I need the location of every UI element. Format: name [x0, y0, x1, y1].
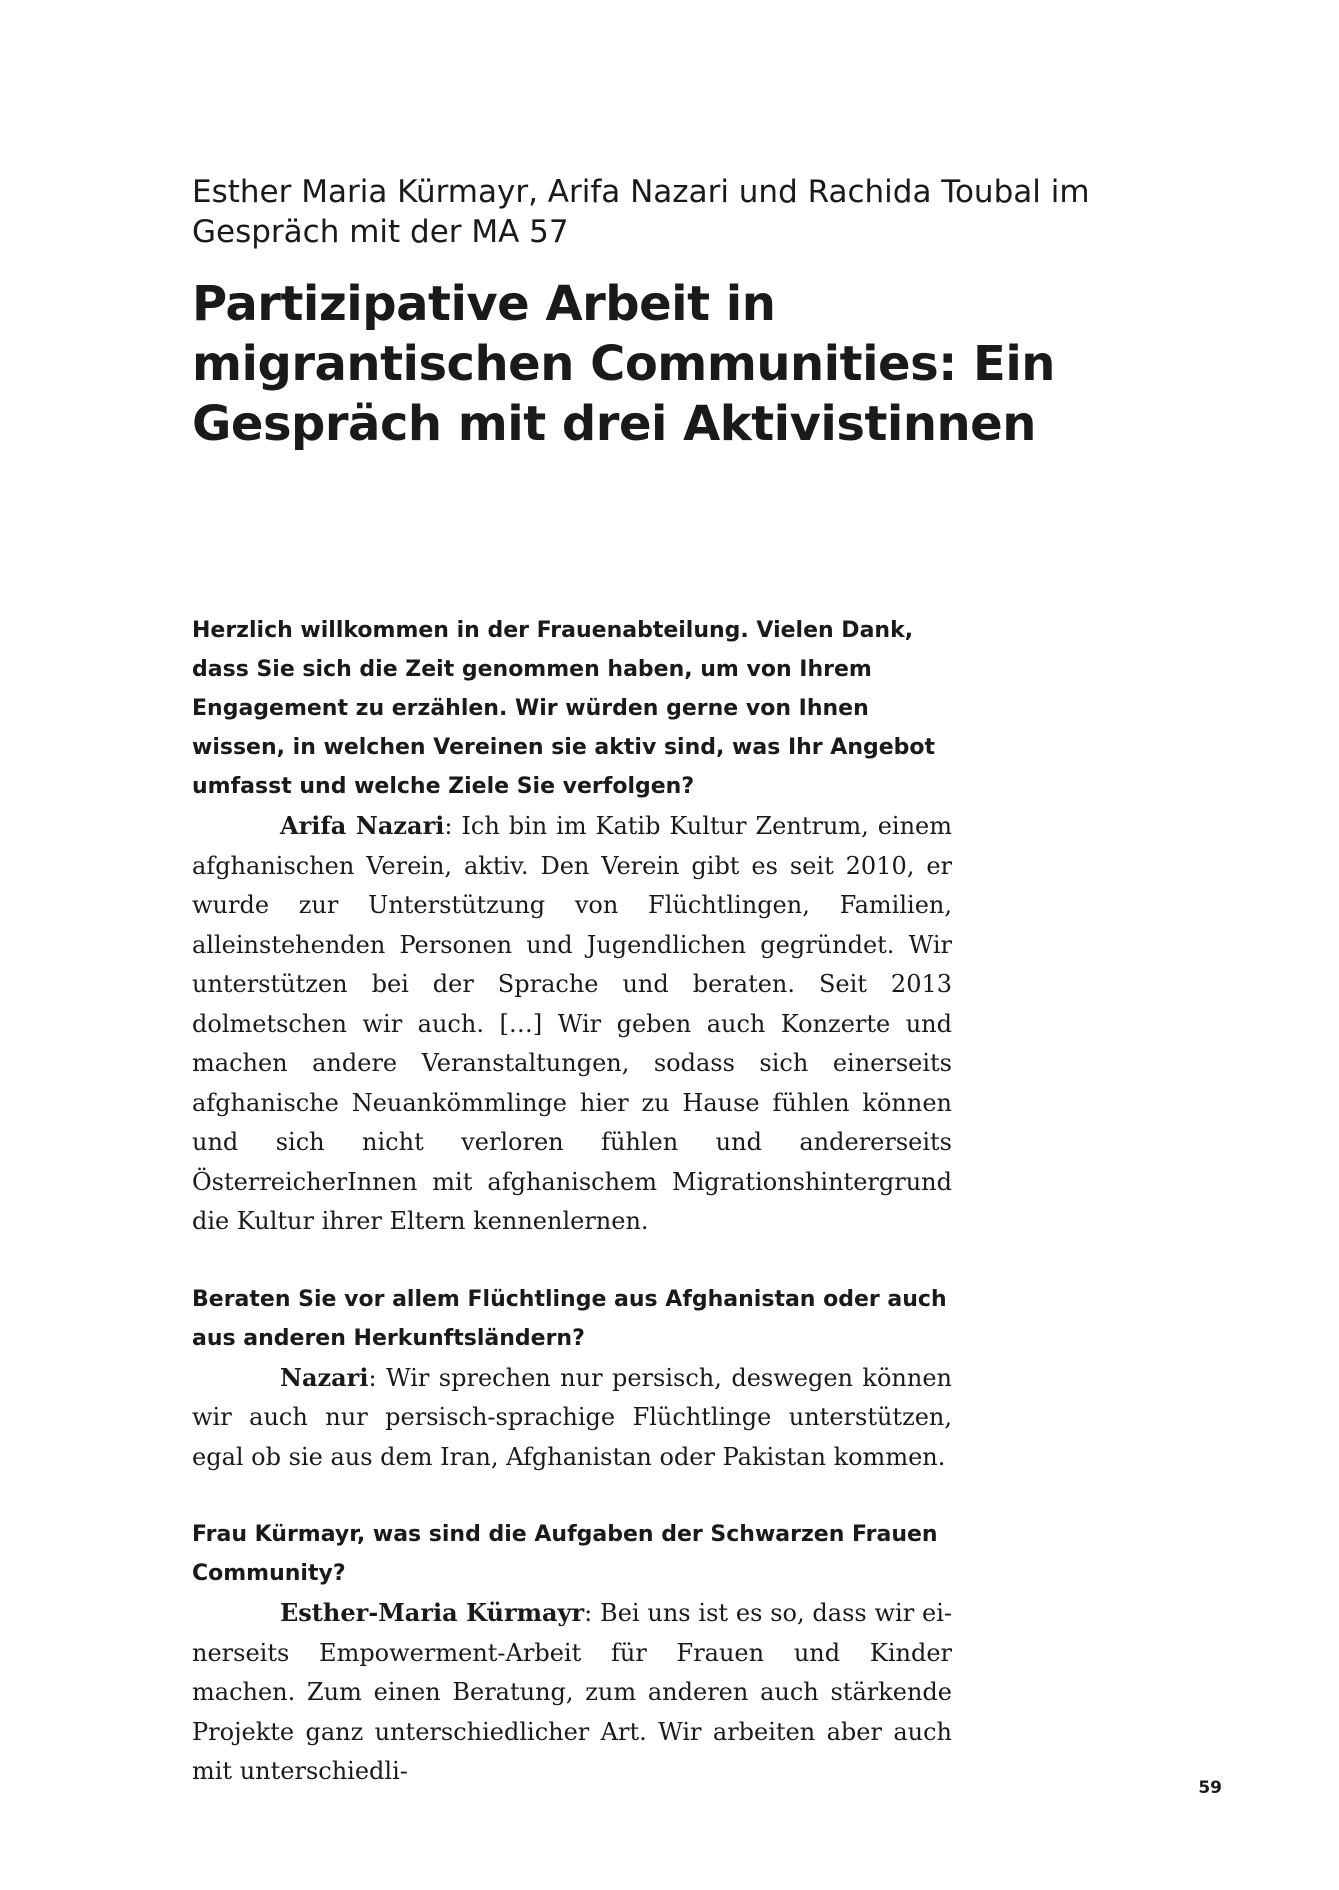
authors-line: Esther Maria Kürmayr, Arifa Nazari und Rachida Toubal im Gespräch mit der MA 57 [192, 174, 1090, 250]
interview-question: Beraten Sie vor allem Flüchtlinge aus Afghanistan oder auch aus anderen Herkunftsländern? [192, 1286, 947, 1351]
answer-text: : Wir sprechen nur persisch, deswegen können wir auch nur persisch-sprachige Flüchtlinge unterstützen, egal ob sie aus dem Iran, Afghanistan oder Pakistan kommen. [192, 1363, 952, 1471]
interview-body [192, 611, 952, 1792]
answer-text: : Ich bin im Katib Kultur Zentrum, einem afghanischen Verein, aktiv. Den Verein gibt es seit 2010, er wurde zur Unterstützung von Flüchtlingen, Familien, alleinstehenden Personen und Jugendlichen gegründet. Wir unterstützen bei der Sprache und beraten. Seit 2013 dolmetschen wir auch. […] Wir geben auch Konzerte und machen andere Veranstaltungen, sodass sich einerseits afghanische Neuankömmlinge hier zu Hause fühlen können und sich nicht verloren fühlen und andererseits ÖsterreicherInnen mit afghanischem Migrationshintergrund die Kultur ihrer Eltern kennenlernen. [192, 812, 952, 1235]
interview-block [192, 1280, 952, 1478]
speaker-name: Nazari [280, 1362, 369, 1392]
interview-block [192, 1515, 952, 1792]
answer-text: : Bei uns ist es so, dass wir einerseits Empowerment-Arbeit für Frauen und Kinder machen. Zum einen Beratung, zum anderen auch stärkende Projekte ganz unterschiedlicher Art. Wir arbeiten aber auch mit unterschiedli- [192, 1599, 952, 1785]
interview-answer [192, 1358, 952, 1478]
interview-question: Frau Kürmayr, was sind die Aufgaben der Schwarzen Frauen Community? [192, 1522, 938, 1586]
interview-answer [192, 806, 952, 1242]
article-title: Partizipative Arbeit in migrantischen Communities: Ein Gespräch mit drei Aktivistinnen [192, 276, 1055, 452]
interview-block [192, 611, 952, 1242]
speaker-name: Esther-Maria Kürmayr [280, 1598, 585, 1627]
interview-question: Herzlich willkommen in der Frauenabteilung. Vielen Dank, dass Sie sich die Zeit genommen haben, um von Ihrem Engagement zu erzählen. Wir würden gerne von Ihnen wissen, in welchen Vereinen sie aktiv sind, was Ihr Angebot umfasst und welche Ziele Sie verfolgen? [192, 618, 936, 799]
speaker-name: Arifa Nazari [280, 811, 445, 840]
interview-answer [192, 1593, 952, 1792]
section-spacer [192, 1242, 952, 1280]
page-number: 59 [1198, 1778, 1222, 1798]
section-spacer [192, 1477, 952, 1515]
